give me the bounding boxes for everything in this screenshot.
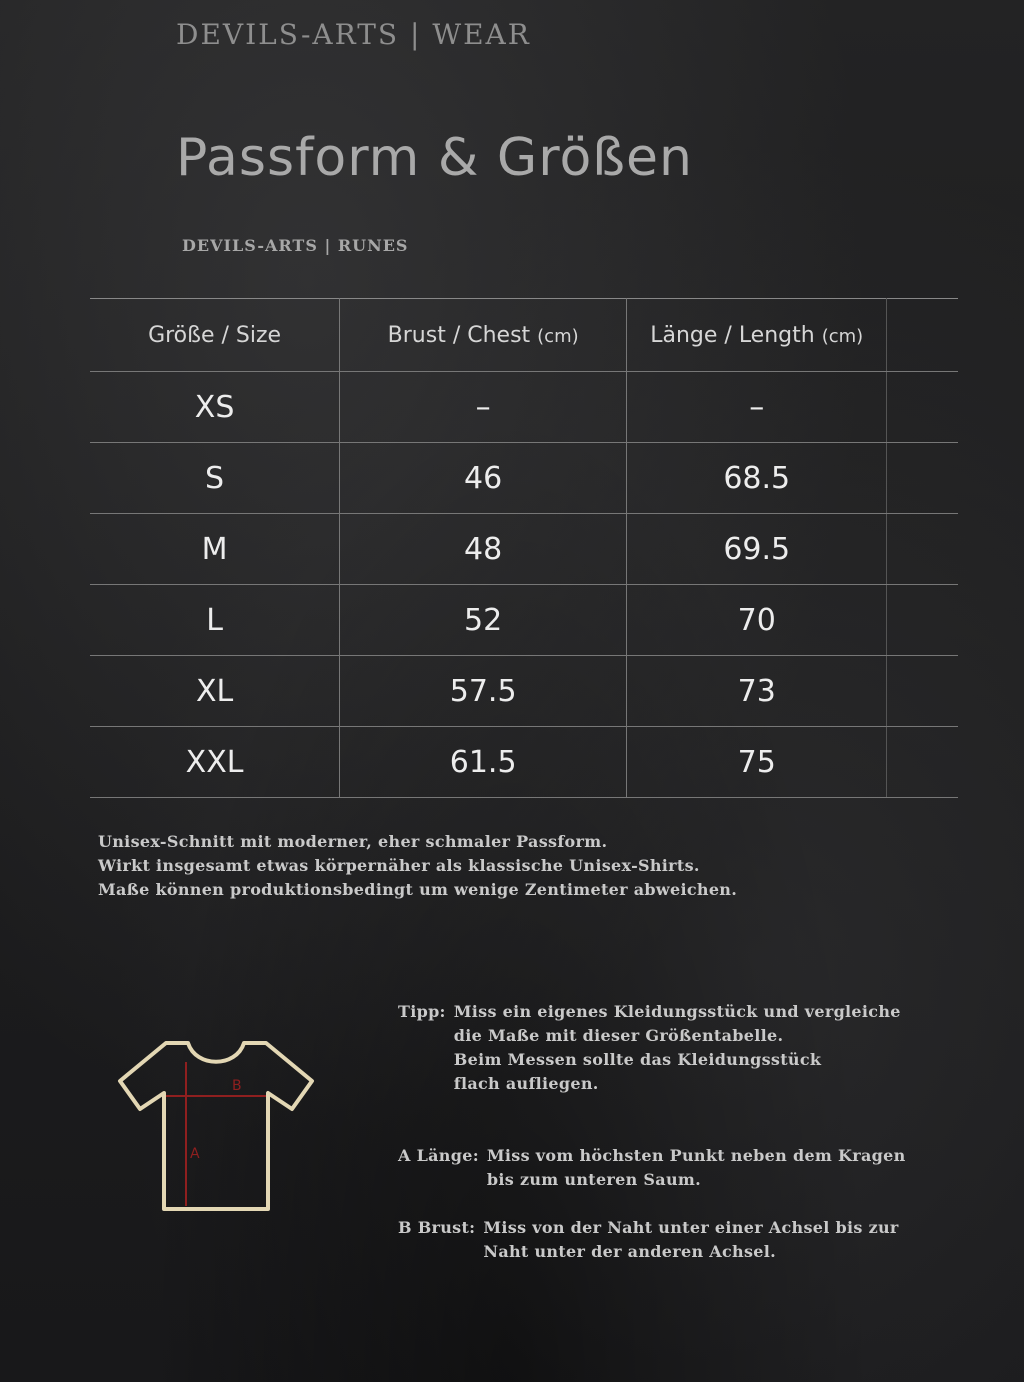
cell-empty xyxy=(887,656,958,727)
tip-line: Beim Messen sollte das Kleidungsstück xyxy=(453,1050,822,1069)
cell-chest: – xyxy=(340,372,627,443)
chest-tip-label: B Brust: xyxy=(398,1218,476,1237)
cell-chest: 57.5 xyxy=(340,656,627,727)
cell-length: 69.5 xyxy=(627,514,887,585)
cell-chest: 61.5 xyxy=(340,727,627,798)
page-title: Passform & Größen xyxy=(176,128,693,188)
label-a: A xyxy=(190,1146,200,1162)
length-tip-line: Miss vom höchsten Punkt neben dem Kragen xyxy=(486,1146,906,1165)
table-header-row xyxy=(90,299,958,372)
header-length-unit: (cm) xyxy=(821,325,864,347)
chest-tip-text xyxy=(483,1216,938,1264)
tip-line: flach aufliegen. xyxy=(453,1074,599,1093)
chest-tip-line: Miss von der Naht unter einer Achsel bis zur xyxy=(483,1218,899,1237)
cell-empty xyxy=(887,443,958,514)
table-row xyxy=(90,514,958,585)
length-tip-line: bis zum unteren Saum. xyxy=(486,1170,701,1189)
brand-header: DEVILS-ARTS | WEAR xyxy=(176,18,531,51)
cell-size: XL xyxy=(90,656,340,727)
cell-length: – xyxy=(627,372,887,443)
cell-chest: 48 xyxy=(340,514,627,585)
table-row xyxy=(90,443,958,514)
cell-size: XXL xyxy=(90,727,340,798)
size-table xyxy=(90,298,958,798)
tshirt-outline xyxy=(120,1043,312,1209)
cell-length: 75 xyxy=(627,727,887,798)
table-row xyxy=(90,372,958,443)
fit-note-line: Unisex-Schnitt mit moderner, eher schmaler Passform. xyxy=(98,832,608,851)
header-length xyxy=(627,299,887,372)
cell-size: M xyxy=(90,514,340,585)
cell-size: XS xyxy=(90,372,340,443)
tip-chest xyxy=(398,1216,938,1264)
table-row xyxy=(90,656,958,727)
tip-line: Miss ein eigenes Kleidungsstück und vergleiche xyxy=(453,1002,901,1021)
label-b: B xyxy=(232,1078,242,1094)
cell-chest: 46 xyxy=(340,443,627,514)
tshirt-measure-diagram xyxy=(116,1038,316,1214)
header-size: Größe / Size xyxy=(90,299,340,372)
fit-note-line: Wirkt insgesamt etwas körpernäher als klassische Unisex-Shirts. xyxy=(98,856,700,875)
header-chest-unit: (cm) xyxy=(537,325,579,347)
fit-note-line: Maße können produktionsbedingt um wenige Zentimeter abweichen. xyxy=(98,880,738,899)
measure-tips xyxy=(398,1000,938,1264)
tip-length xyxy=(398,1144,938,1192)
table-row xyxy=(90,585,958,656)
tip-line: die Maße mit dieser Größentabelle. xyxy=(453,1026,784,1045)
cell-length: 68.5 xyxy=(627,443,887,514)
cell-size: S xyxy=(90,443,340,514)
tip-label: Tipp: xyxy=(398,1002,446,1021)
cell-empty xyxy=(887,514,958,585)
cell-empty xyxy=(887,372,958,443)
cell-empty xyxy=(887,585,958,656)
length-tip-label: A Länge: xyxy=(398,1146,479,1165)
tip-text xyxy=(454,1000,938,1096)
chest-tip-line: Naht unter der anderen Achsel. xyxy=(483,1242,776,1261)
header-chest-label: Brust / Chest xyxy=(387,322,531,348)
header-empty xyxy=(887,299,958,372)
tip-general xyxy=(398,1000,938,1096)
table-row xyxy=(90,727,958,798)
cell-size: L xyxy=(90,585,340,656)
header-chest xyxy=(340,299,627,372)
product-subtitle: DEVILS-ARTS | RUNES xyxy=(182,236,409,255)
cell-length: 70 xyxy=(627,585,887,656)
cell-chest: 52 xyxy=(340,585,627,656)
length-tip-text xyxy=(487,1144,938,1192)
header-length-label: Länge / Length xyxy=(650,322,815,348)
cell-empty xyxy=(887,727,958,798)
fit-notes xyxy=(98,830,737,902)
cell-length: 73 xyxy=(627,656,887,727)
